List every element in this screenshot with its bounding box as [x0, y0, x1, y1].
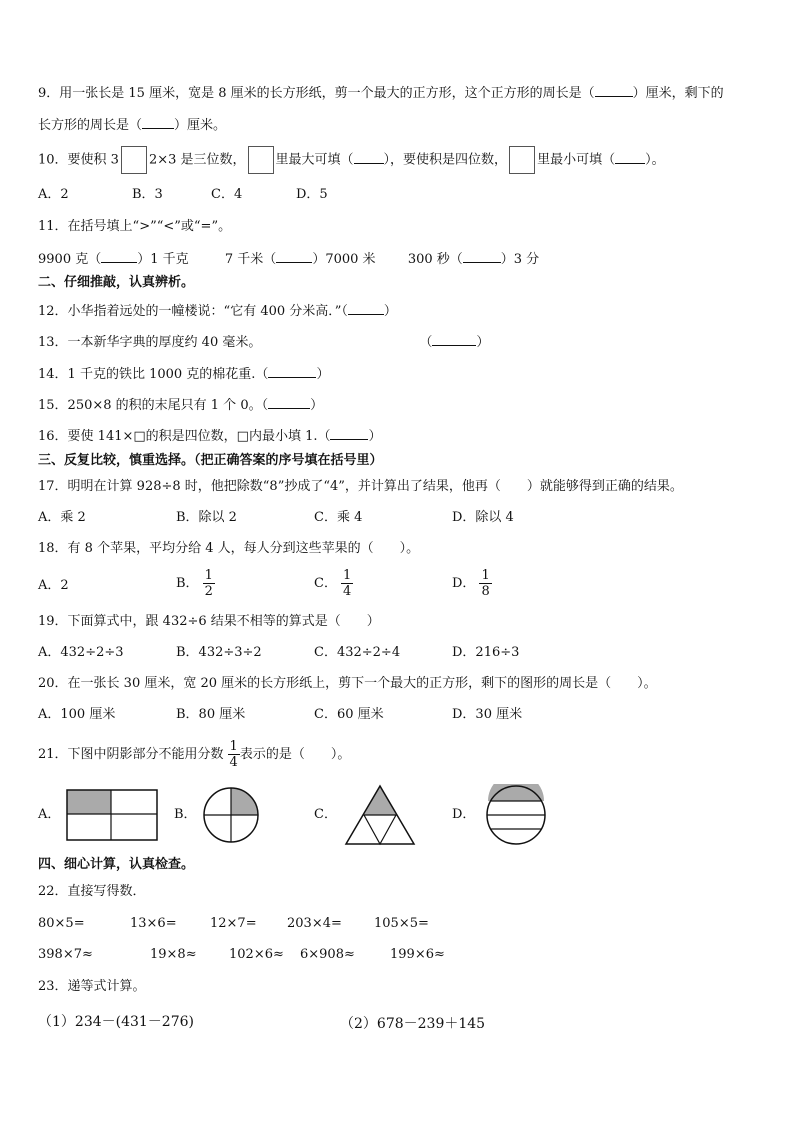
q19-text: 19．下面算式中，跟 432÷6 结果不相等的算式是（ ）: [38, 614, 380, 629]
q9-blank-1[interactable]: [595, 82, 633, 97]
q10-option-b[interactable]: B．3: [132, 187, 163, 202]
shaded-quarter: [67, 790, 111, 814]
q10-box-3[interactable]: [509, 146, 535, 174]
q22-item[interactable]: 80×5=: [38, 916, 85, 931]
q11-blank-1[interactable]: [101, 248, 137, 263]
q11-title: 11．在括号填上“>”“<”或“=”。: [38, 219, 232, 234]
section-4-heading: 四、细心计算，认真检查。: [38, 857, 195, 872]
q19-option-a[interactable]: A．432÷2÷3: [38, 645, 124, 660]
q15: 15．250×8 的积的末尾只有 1 个 0。（ ）: [38, 394, 323, 416]
section-2-heading: 二、仔细推敲，认真辨析。: [38, 275, 195, 290]
shaded-top-triangle: [364, 786, 396, 815]
q21-figure-b-circle[interactable]: [202, 786, 260, 844]
fraction: $\frac{1}{4}$: [342, 568, 352, 599]
q20-option-c[interactable]: C．60 厘米: [314, 707, 384, 722]
q23-expression-1[interactable]: （1）234－(431－276): [38, 1014, 194, 1030]
q20-option-a[interactable]: A．100 厘米: [38, 707, 116, 722]
q22-item[interactable]: 398×7≈: [38, 947, 93, 962]
q22-item[interactable]: 102×6≈: [229, 947, 284, 962]
q10-line: 10．要使积 3 2×3 是三位数， 里最大可填（ ），要使积是四位数， 里最小可填（ ）。: [38, 146, 665, 175]
q18-option-b[interactable]: B． $\frac{1}{2}$: [176, 568, 213, 599]
q10-blank-1[interactable]: [354, 149, 384, 164]
q22-item[interactable]: 105×5=: [374, 916, 429, 931]
q14: 14．1 千克的铁比 1000 克的棉花重.（ ）: [38, 363, 329, 385]
q10-option-a[interactable]: A．2: [38, 187, 69, 202]
q15-blank[interactable]: [268, 394, 310, 409]
q10-options: [38, 185, 758, 205]
q14-blank[interactable]: [268, 363, 316, 378]
q20-option-d[interactable]: D．30 厘米: [452, 707, 523, 722]
q17-text: 17．明明在计算 928÷8 时，他把除数“8”抄成了“4”，并计算出了结果，他再（ ）就能够得到正确的结果。: [38, 479, 683, 494]
q16: 16．要使 141×□的积是四位数，□内最小填 1.（ ）: [38, 425, 382, 447]
q11-row: 9900 克（ ）1 千克 7 千米（ ）7000 米 300 秒（ ）3 分: [38, 248, 539, 270]
q12: 12．小华指着远处的一幢楼说：“它有 400 分米高．”（ ）: [38, 300, 397, 322]
fraction: $\frac{1}{8}$: [481, 568, 490, 599]
q9-line2: 长方形的周长是（ ）厘米。: [38, 114, 226, 136]
q20-options: [38, 705, 758, 725]
q21-label-b[interactable]: B．: [174, 807, 197, 822]
q11-blank-3[interactable]: [463, 248, 501, 263]
q21-label-c[interactable]: C．: [314, 807, 337, 822]
q22-item[interactable]: 199×6≈: [390, 947, 445, 962]
q18-option-d[interactable]: D． $\frac{1}{8}$: [452, 568, 490, 599]
q17-option-d[interactable]: D．除以 4: [452, 510, 514, 525]
q21-text: 21．下图中阴影部分不能用分数 $\frac{1}{4}$ 表示的是（ ）。: [38, 739, 351, 770]
q21-figure-c-triangle[interactable]: [344, 784, 416, 846]
q19-option-d[interactable]: D．216÷3: [452, 645, 520, 660]
q20-option-b[interactable]: B．80 厘米: [176, 707, 246, 722]
q9-blank-2[interactable]: [142, 114, 174, 129]
section-3-heading: 三、反复比较，慎重选择。（把正确答案的序号填在括号里）: [38, 453, 383, 468]
q21-label-d[interactable]: D．: [452, 807, 476, 822]
q10-option-c[interactable]: C．4: [211, 187, 243, 202]
q10-box-1[interactable]: [121, 146, 147, 174]
q11-blank-2[interactable]: [276, 248, 312, 263]
q19-option-b[interactable]: B．432÷3÷2: [176, 645, 262, 660]
q10-option-d[interactable]: D．5: [296, 187, 328, 202]
fraction: $\frac{1}{4}$: [229, 739, 238, 770]
q17-option-c[interactable]: C．乘 4: [314, 510, 363, 525]
q22-title: 22．直接写得数．: [38, 884, 146, 899]
q22-item[interactable]: 19×8≈: [150, 947, 197, 962]
q12-blank[interactable]: [348, 300, 384, 315]
q17-option-a[interactable]: A．乘 2: [38, 510, 86, 525]
q13: 13．一本新华字典的厚度约 40 毫米。 （ ）: [38, 331, 489, 353]
q18-options: [38, 568, 758, 599]
q21-figure-a-rectangle[interactable]: [66, 789, 158, 841]
q18-text: 18．有 8 个苹果，平均分给 4 人，每人分到这些苹果的（ ）。: [38, 541, 420, 556]
q21-figure-d-circle-strips[interactable]: [480, 784, 552, 846]
q23-title: 23．递等式计算。: [38, 979, 146, 994]
q19-options: [38, 643, 758, 663]
q13-blank[interactable]: [432, 331, 476, 346]
q17-option-b[interactable]: B．除以 2: [176, 510, 237, 525]
q18-option-a[interactable]: A．2: [38, 578, 69, 593]
q17-options: [38, 508, 758, 528]
q21-label-a[interactable]: A．: [38, 807, 61, 822]
q10-blank-2[interactable]: [615, 149, 645, 164]
q22-item[interactable]: 13×6=: [130, 916, 177, 931]
q23-expression-2[interactable]: （2）678－239＋145: [340, 1016, 486, 1032]
inner-triangle: [364, 815, 396, 844]
q10-box-2[interactable]: [248, 146, 274, 174]
q22-item[interactable]: 12×7=: [210, 916, 257, 931]
q19-option-c[interactable]: C．432÷2÷4: [314, 645, 401, 660]
q9-line1: 9．用一张长是 15 厘米，宽是 8 厘米的长方形纸，剪一个最大的正方形，这个正方形的周长是（ ）厘米，剩下的: [38, 82, 724, 104]
q22-item[interactable]: 6×908≈: [300, 947, 355, 962]
q20-text: 20．在一张长 30 厘米，宽 20 厘米的长方形纸上，剪下一个最大的正方形，剩下的图形的周长是（ ）。: [38, 676, 657, 691]
q18-option-c[interactable]: C． $\frac{1}{4}$: [314, 568, 352, 599]
q22-item[interactable]: 203×4=: [287, 916, 342, 931]
fraction: $\frac{1}{2}$: [204, 568, 213, 599]
q16-blank[interactable]: [330, 425, 368, 440]
